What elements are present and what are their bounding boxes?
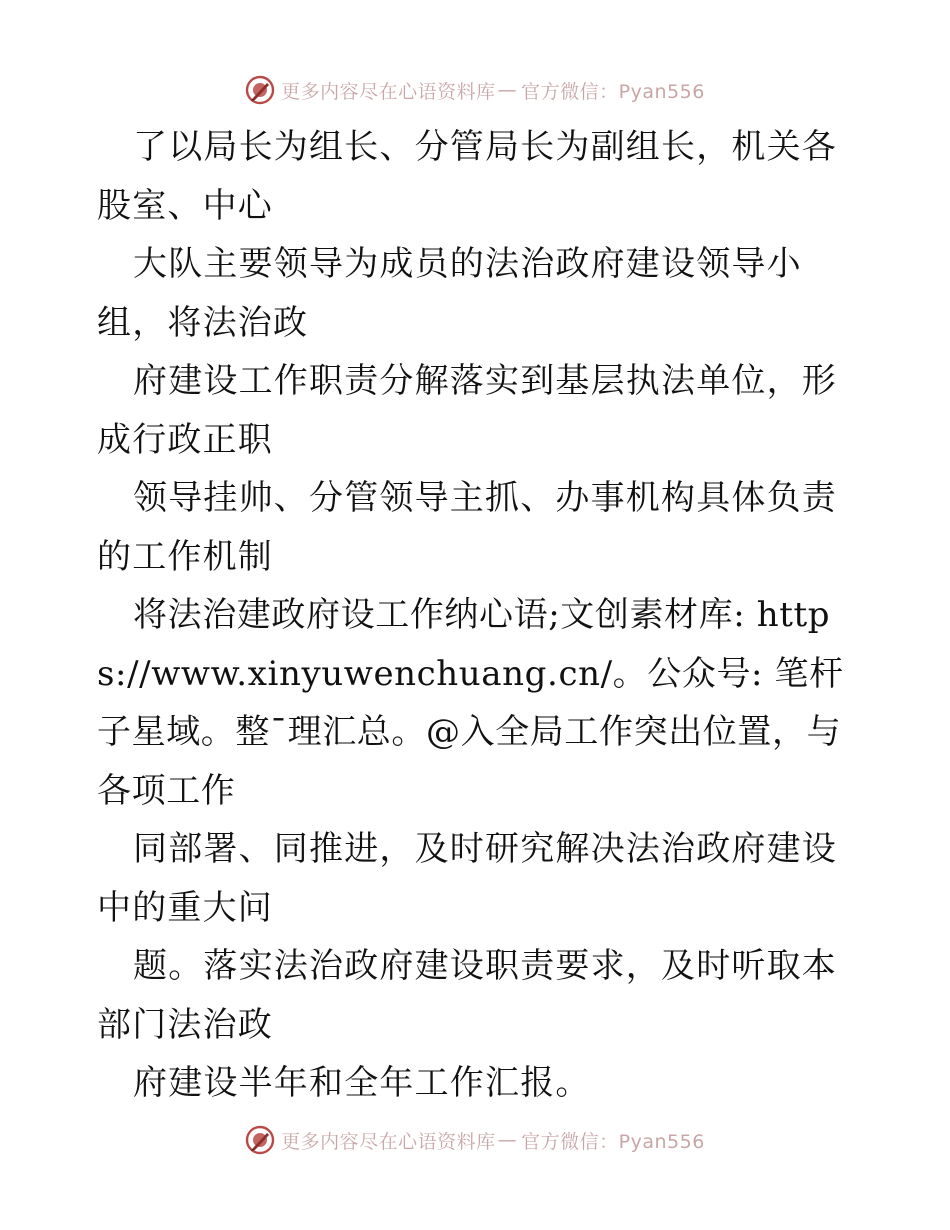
paragraph: 题。落实法治政府建设职责要求，及时听取本部门法治政 xyxy=(97,946,837,1045)
paragraph: 府建设工作职责分解落实到基层执法单位，形成行政正职 xyxy=(97,361,837,460)
watermark-separator: — xyxy=(497,1129,518,1151)
paragraph: 同部署、同推进，及时研究解决法治政府建设中的重大问 xyxy=(97,829,837,928)
footer-watermark xyxy=(0,1120,950,1160)
watermark-text: 更多内容尽在心语资料库 xyxy=(281,80,496,103)
paragraph: 将法治建政府设工作纳心语;文创素材库: https://www.xinyuwenchuang.cn/。公众号: 笔杆子星域。整¯理汇总。@入全局工作突出位置，与各项工作 xyxy=(97,595,844,811)
watermark-separator: — xyxy=(497,79,518,101)
pen-circle-logo-icon xyxy=(245,75,275,105)
paragraph: 大队主要领导为成员的法治政府建设领导小组，将法治政 xyxy=(97,244,802,343)
document-body xyxy=(97,118,853,1113)
pen-circle-logo-icon xyxy=(245,1125,275,1155)
paragraph: 领导挂帅、分管领导主抓、办事机构具体负责的工作机制 xyxy=(97,478,837,577)
watermark-text: 更多内容尽在心语资料库 xyxy=(281,1130,496,1153)
paragraph: 府建设半年和全年工作汇报。 xyxy=(133,1063,591,1103)
header-watermark xyxy=(0,70,950,110)
paragraph: 了以局长为组长、分管局长为副组长，机关各股室、中心 xyxy=(97,127,837,226)
watermark-contact: 官方微信：Pyan556 xyxy=(521,80,705,103)
watermark-contact: 官方微信：Pyan556 xyxy=(521,1130,705,1153)
